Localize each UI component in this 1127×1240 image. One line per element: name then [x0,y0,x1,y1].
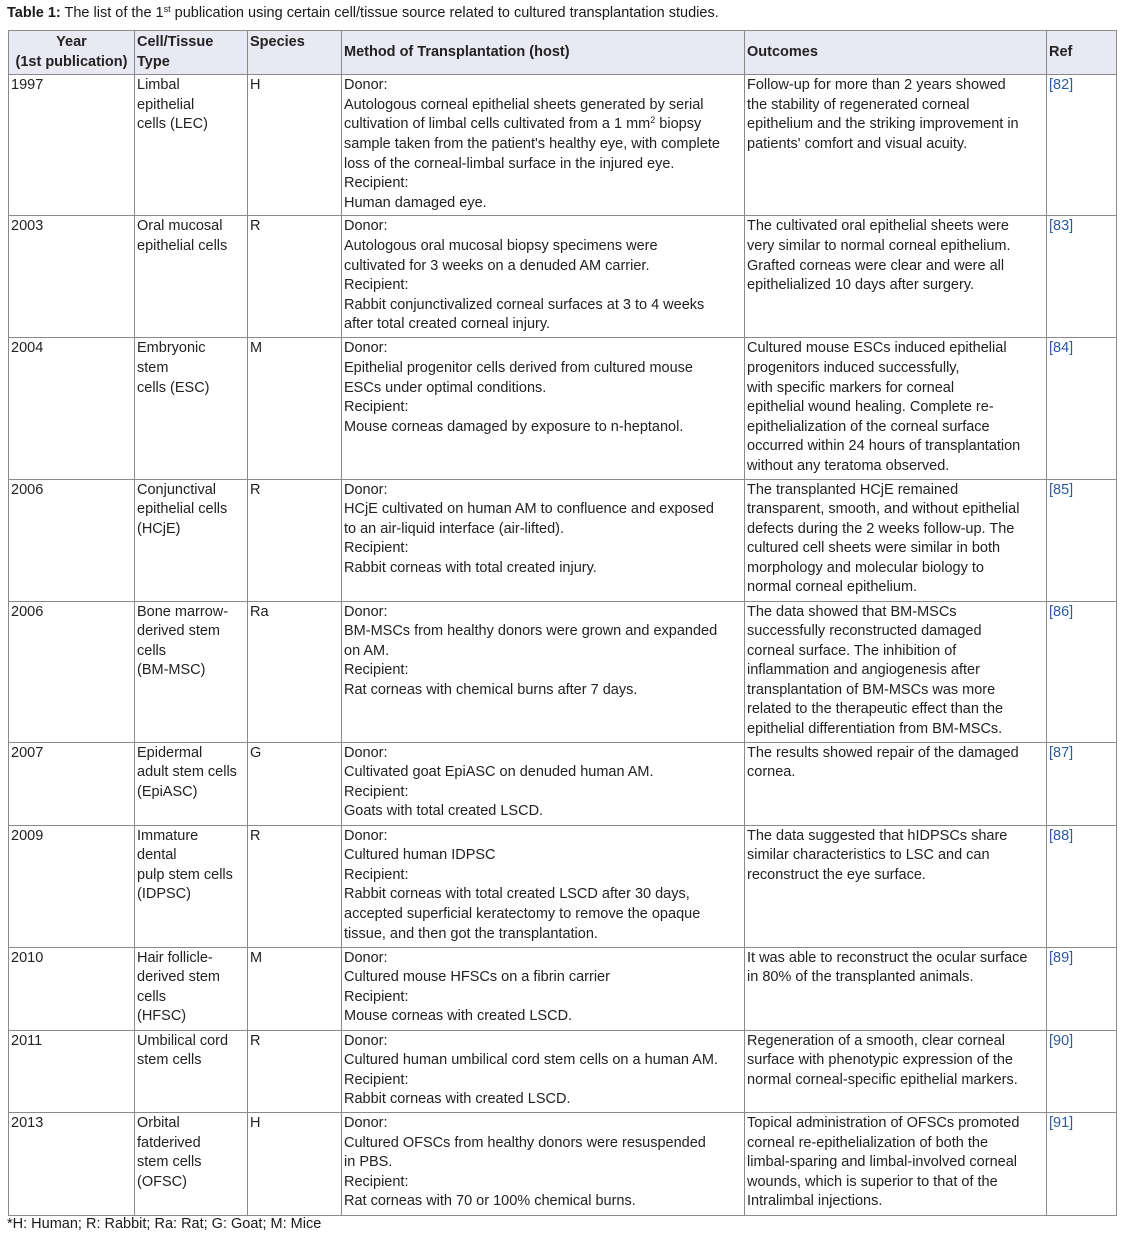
method-text: Rabbit corneas with total created LSCD after 30 days, [344,886,690,903]
cell-type-line: (OFSC) [137,1173,187,1190]
cell-type [135,601,248,742]
method-text: Donor: [344,1115,388,1132]
method-line [344,398,744,418]
method-line [344,379,744,399]
method-line [344,846,744,866]
method-line [344,642,744,662]
method-text: Donor: [344,1032,388,1049]
cell-species: H [248,1113,342,1216]
table-row [9,601,1117,742]
reference-link[interactable]: [88] [1049,827,1074,844]
outcome-line: cultured cell sheets were similar in both [747,540,1001,557]
cell-outcome [745,216,1047,338]
cell-species: R [248,1030,342,1112]
method-line [344,1051,744,1071]
cell-ref [1047,1113,1117,1216]
outcome-line: limbal-sparing and limbal-involved corneal [747,1154,1017,1171]
method-text: Recipient: [344,662,409,679]
cell-year: 2009 [9,825,135,947]
method-line [344,603,744,623]
method-text: accepted superficial keratectomy to remove the opaque [344,906,701,923]
reference-link[interactable]: [89] [1049,949,1074,966]
method-text: tissue, and then got the transplantation. [344,925,598,942]
cell-species: R [248,825,342,947]
method-text: Donor: [344,827,388,844]
method-line [344,257,744,277]
method-text: in PBS. [344,1154,393,1171]
method-line [344,76,744,96]
method-line [344,1192,744,1212]
table-row [9,216,1117,338]
method-line [344,96,744,116]
outcome-line: transplantation of BM-MSCs was more [747,681,996,698]
method-text: after total created corneal injury. [344,316,551,333]
cell-type [135,825,248,947]
cell-species: M [248,947,342,1030]
cell-outcome [745,1113,1047,1216]
cell-type-line: adult stem cells [137,764,237,781]
cell-ref [1047,216,1117,338]
method-text: Goats with total created LSCD. [344,803,544,820]
cell-type-line: cells (LEC) [137,116,208,133]
method-line [344,481,744,501]
cell-type [135,338,248,479]
method-line [344,217,744,237]
header-method: Method of Transplantation (host) [342,31,745,75]
method-line [344,520,744,540]
cell-type-line: epithelial [137,96,195,113]
outcome-line: epithelial wound healing. Complete re- [747,399,994,416]
cell-type [135,479,248,601]
outcome-line: the stability of regenerated corneal [747,96,970,113]
method-line [344,827,744,847]
table-row [9,479,1117,601]
method-text: Donor: [344,481,388,498]
method-line [344,418,744,438]
method-text: Donor: [344,340,388,357]
cell-type-line: stem [137,359,169,376]
cell-year: 2006 [9,479,135,601]
outcome-line: The data suggested that hIDPSCs share [747,827,1008,844]
method-line [344,681,744,701]
table-row [9,947,1117,1030]
method-text: Mouse corneas with created LSCD. [344,1008,573,1025]
method-line [344,1173,744,1193]
cell-type-line: Oral mucosal [137,218,223,235]
method-text: Recipient: [344,783,409,800]
cell-method [342,1030,745,1112]
reference-link[interactable]: [84] [1049,340,1074,357]
cell-type-line: Orbital [137,1115,180,1132]
method-text: Recipient: [344,1173,409,1190]
cell-type-line: derived stem [137,969,221,986]
method-text: Cultivated goat EpiASC on denuded human AM. [344,764,654,781]
cell-year: 2013 [9,1113,135,1216]
outcome-line: epithelium and the striking improvement in [747,116,1019,133]
cell-ref [1047,479,1117,601]
method-line [344,802,744,822]
outcome-line: The data showed that BM-MSCs [747,603,957,620]
method-line [344,744,744,764]
method-text: Rat corneas with chemical burns after 7 days. [344,681,638,698]
outcome-line: normal corneal-specific epithelial markers. [747,1071,1018,1088]
method-text: Autologous oral mucosal biopsy specimens were [344,237,658,254]
method-text: Recipient: [344,277,409,294]
outcome-line: similar characteristics to LSC and can [747,847,990,864]
method-text: on AM. [344,642,390,659]
outcome-line: Regeneration of a smooth, clear corneal [747,1032,1005,1049]
cell-year: 2004 [9,338,135,479]
method-text-end: biopsy [655,116,702,133]
reference-link[interactable]: [90] [1049,1032,1074,1049]
table-caption-superscript: st [163,4,171,14]
header-year [9,31,135,75]
reference-link[interactable]: [82] [1049,77,1074,94]
method-text: Cultured OFSCs from healthy donors were resuspended [344,1134,706,1151]
method-text: to an air-liquid interface (air-lifted). [344,520,565,537]
method-line [344,1032,744,1052]
table-row [9,825,1117,947]
outcome-line: The results showed repair of the damaged [747,744,1019,761]
cell-outcome [745,75,1047,216]
method-line [344,622,744,642]
outcome-line: in 80% of the transplanted animals. [747,969,974,986]
cell-type [135,75,248,216]
reference-link[interactable]: [83] [1049,218,1074,235]
method-line [344,359,744,379]
cell-outcome [745,1030,1047,1112]
table-header-row [9,31,1117,75]
outcome-line: It was able to reconstruct the ocular surface [747,949,1028,966]
method-line [344,763,744,783]
cell-type-line: Hair follicle- [137,949,213,966]
cell-type-line: Bone marrow- [137,603,229,620]
method-line [344,500,744,520]
transplantation-table [8,30,1117,1216]
cell-type-line: Embryonic [137,340,206,357]
outcome-line: The cultivated oral epithelial sheets were [747,218,1009,235]
outcome-line: defects during the 2 weeks follow-up. The [747,520,1015,537]
method-line [344,1134,744,1154]
method-line [344,1007,744,1027]
cell-year: 2010 [9,947,135,1030]
cell-type-line: derived stem [137,623,221,640]
cell-outcome [745,601,1047,742]
method-line [344,559,744,579]
cell-outcome [745,338,1047,479]
method-line [344,1090,744,1110]
table-row [9,1113,1117,1216]
table-caption-text-end: publication using certain cell/tissue source related to cultured transplantation studies. [170,5,719,21]
cell-type-line: (IDPSC) [137,886,191,903]
reference-link[interactable]: [87] [1049,744,1074,761]
cell-species: H [248,75,342,216]
cell-method [342,825,745,947]
method-text: Epithelial progenitor cells derived from cultured mouse [344,359,693,376]
cell-type-line: (BM-MSC) [137,662,206,679]
cell-species: G [248,742,342,825]
outcome-line: The transplanted HCjE remained [747,481,959,498]
method-line [344,296,744,316]
cell-type-line: Immature [137,827,199,844]
method-line [344,905,744,925]
method-text: Autologous corneal epithelial sheets generated by serial [344,96,704,113]
cell-year: 2011 [9,1030,135,1112]
method-text: Rat corneas with 70 or 100% chemical burns. [344,1193,636,1210]
cell-type-line: Conjunctival [137,481,216,498]
outcome-line: successfully reconstructed damaged [747,623,982,640]
cell-method [342,216,745,338]
cell-type [135,216,248,338]
outcome-line: morphology and molecular biology to [747,559,984,576]
method-text: Rabbit conjunctivalized corneal surfaces at 3 to 4 weeks [344,296,705,313]
outcome-line: Topical administration of OFSCs promoted [747,1115,1020,1132]
cell-species: M [248,338,342,479]
cell-species: Ra [248,601,342,742]
method-text: Recipient: [344,1071,409,1088]
method-text: loss of the corneal-limbal surface in the injured eye. [344,155,675,172]
method-text: Donor: [344,744,388,761]
method-line [344,155,744,175]
cell-method [342,75,745,216]
cell-type-line: epithelial cells [137,501,228,518]
method-line [344,174,744,194]
cell-type-line: cells [137,988,167,1005]
table-caption [7,4,719,22]
cell-outcome [745,825,1047,947]
method-line [344,925,744,945]
cell-year: 1997 [9,75,135,216]
outcome-line: very similar to normal corneal epithelium. [747,237,1011,254]
cell-ref [1047,947,1117,1030]
reference-link[interactable]: [91] [1049,1115,1074,1132]
method-text: cultivation of limbal cells cultivated from a 1 mm [344,116,651,133]
method-text: Donor: [344,603,388,620]
method-superscript: 2 [650,115,656,126]
cell-type-line: Limbal [137,77,180,94]
outcome-line: Follow-up for more than 2 years showed [747,77,1006,94]
table-body [9,75,1117,1216]
outcome-line: Intralimbal injections. [747,1193,883,1210]
outcome-line: occurred within 24 hours of transplantation [747,438,1021,455]
outcome-line: corneal re-epithelialization of both the [747,1134,989,1151]
method-text: Rabbit corneas with created LSCD. [344,1091,571,1108]
outcome-line: patients' comfort and visual acuity. [747,135,968,152]
table-row [9,1030,1117,1112]
outcome-line: Grafted corneas were clear and were all [747,257,1005,274]
outcome-line: Cultured mouse ESCs induced epithelial [747,340,1007,357]
outcome-line: progenitors induced successfully, [747,359,960,376]
method-line [344,1071,744,1091]
cell-method [342,947,745,1030]
header-cell-type [135,31,248,75]
method-line [344,988,744,1008]
table-row [9,742,1117,825]
outcome-line: epithelialized 10 days after surgery. [747,277,975,294]
cell-ref [1047,338,1117,479]
cell-species: R [248,216,342,338]
method-text: Human damaged eye. [344,194,487,211]
method-text: Recipient: [344,399,409,416]
cell-type-line: stem cells [137,1052,202,1069]
cell-outcome [745,947,1047,1030]
method-text: Recipient: [344,540,409,557]
method-text: HCjE cultivated on human AM to confluence and exposed [344,501,714,518]
cell-year: 2003 [9,216,135,338]
method-text: Recipient: [344,988,409,1005]
cell-ref [1047,601,1117,742]
cell-type [135,742,248,825]
cell-type-line: Epidermal [137,744,203,761]
method-line [344,276,744,296]
method-text: ESCs under optimal conditions. [344,379,547,396]
reference-link[interactable]: [85] [1049,481,1074,498]
outcome-line: related to the therapeutic effect than the [747,701,1004,718]
cell-outcome [745,742,1047,825]
outcome-line: without any teratoma observed. [747,457,950,474]
method-line [344,115,744,135]
outcome-line: surface with phenotypic expression of the [747,1052,1013,1069]
header-outcomes: Outcomes [745,31,1047,75]
method-line [344,539,744,559]
method-line [344,949,744,969]
outcome-line: reconstruct the eye surface. [747,866,926,883]
outcome-line: epithelial differentiation from BM-MSCs. [747,721,1003,738]
table-row [9,75,1117,216]
method-line [344,339,744,359]
method-text: Recipient: [344,175,409,192]
cell-year: 2006 [9,601,135,742]
cell-method [342,479,745,601]
cell-type-line: (HFSC) [137,1008,187,1025]
header-year-line1: Year [56,34,87,50]
table-row [9,338,1117,479]
cell-year: 2007 [9,742,135,825]
table-caption-text: The list of the 1 [60,5,164,21]
table-footnote: *H: Human; R: Rabbit; Ra: Rat; G: Goat; M: Mice [7,1216,322,1232]
method-text: Cultured human IDPSC [344,847,496,864]
method-line [344,237,744,257]
cell-method [342,601,745,742]
cell-type-line: dental [137,847,177,864]
method-text: Cultured mouse HFSCs on a fibrin carrier [344,969,610,986]
header-cell-line2: Type [137,53,170,70]
cell-type-line: Umbilical cord [137,1032,229,1049]
outcome-line: cornea. [747,764,796,781]
cell-method [342,1113,745,1216]
cell-method [342,742,745,825]
outcome-line: epithelialization of the corneal surface [747,418,990,435]
header-species: Species [248,31,342,75]
cell-type-line: (EpiASC) [137,783,198,800]
method-text: BM-MSCs from healthy donors were grown and expanded [344,623,718,640]
cell-type-line: fatderived [137,1134,201,1151]
method-line [344,135,744,155]
method-line [344,885,744,905]
cell-type [135,1030,248,1112]
cell-type [135,947,248,1030]
method-line [344,1153,744,1173]
header-year-line2: (1st publication) [15,53,128,70]
cell-outcome [745,479,1047,601]
cell-type-line: epithelial cells [137,237,228,254]
method-text: Donor: [344,949,388,966]
method-line [344,866,744,886]
cell-type-line: pulp stem cells [137,866,233,883]
cell-species: R [248,479,342,601]
cell-ref [1047,1030,1117,1112]
method-text: Donor: [344,218,388,235]
cell-type-line: stem cells [137,1154,202,1171]
method-line [344,194,744,214]
header-ref: Ref [1047,31,1117,75]
header-cell-line1: Cell/Tissue [137,34,214,50]
method-line [344,783,744,803]
outcome-line: wounds, which is superior to that of the [747,1173,998,1190]
method-line [344,315,744,335]
method-text: Recipient: [344,866,409,883]
cell-type-line: cells (ESC) [137,379,210,396]
method-line [344,968,744,988]
method-text: Rabbit corneas with total created injury. [344,559,597,576]
cell-type-line: cells [137,642,167,659]
outcome-line: with specific markers for corneal [747,379,955,396]
method-text: Cultured human umbilical cord stem cells on a human AM. [344,1052,718,1069]
method-text: cultivated for 3 weeks on a denuded AM carrier. [344,257,650,274]
method-text: Donor: [344,77,388,94]
table-caption-label: Table 1: [7,5,61,21]
method-text: Mouse corneas damaged by exposure to n-heptanol. [344,418,684,435]
outcome-line: corneal surface. The inhibition of [747,642,957,659]
cell-method [342,338,745,479]
outcome-line: normal corneal epithelium. [747,579,918,596]
cell-type-line: (HCjE) [137,520,181,537]
cell-ref [1047,742,1117,825]
method-text: sample taken from the patient's healthy eye, with complete [344,135,720,152]
outcome-line: transparent, smooth, and without epithelial [747,501,1020,518]
outcome-line: inflammation and angiogenesis after [747,662,980,679]
reference-link[interactable]: [86] [1049,603,1074,620]
method-line [344,661,744,681]
cell-ref [1047,825,1117,947]
method-line [344,1114,744,1134]
cell-type [135,1113,248,1216]
cell-ref [1047,75,1117,216]
